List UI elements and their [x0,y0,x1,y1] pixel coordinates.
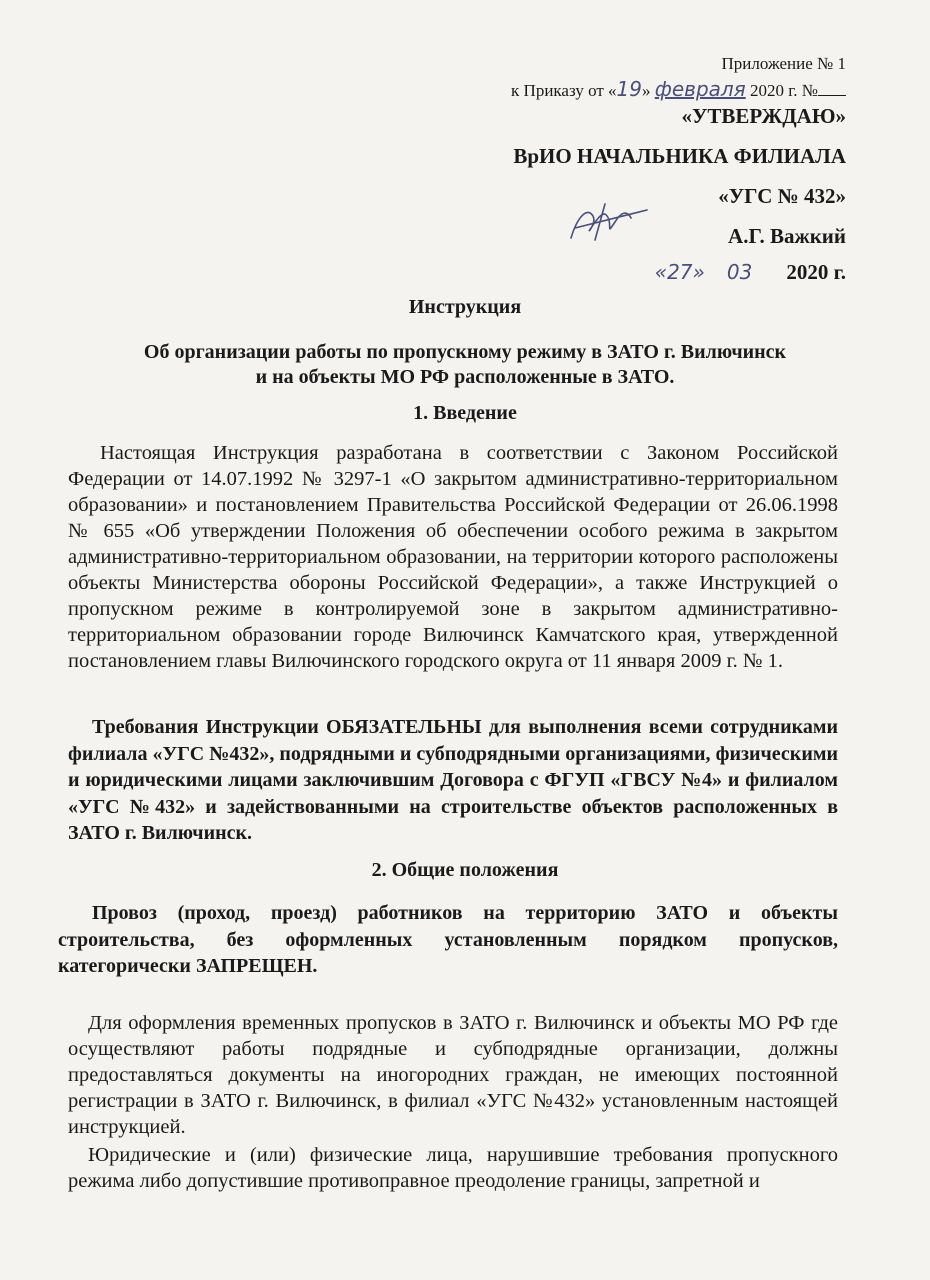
approver-position: ВрИО НАЧАЛЬНИКА ФИЛИАЛА [513,144,846,168]
approval-month-handwritten: 03 [726,260,753,284]
section-2-warning: Провоз (проход, проезд) работников на территорию ЗАТО и объекты строительства, без оформленных установленным порядком пропусков, категорически ЗАПРЕЩЕН. [58,902,838,977]
document-title: Инструкция [408,296,522,318]
branch-name: «УГС № 432» [718,184,846,208]
section-1-paragraph: Настоящая Инструкция разработана в соответствии с Законом Российской Федерации от 14.07.1992 № 3297-1 «О закрытом административно-территориальном образовании» и постановлением Правительства Российской Федерации от 26.06.1998 № 655 «Об утверждении Положения об обеспечении особого режима в закрытом административно-территориальном образовании, на территории которого расположены объекты Министерства обороны Российской Федерации», а также Инструкцией о пропускном режиме в контролируемой зоне в закрытом административно-территориальном образовании городе Вилючинск Камчатского края, утвержденной постановлением главы Вилючинского городского округа от 11 января 2009 г. № 1. [68,442,838,672]
section-1-heading: 1. Введение [413,402,517,424]
order-prefix: к Приказу от « [511,81,617,100]
section-2-paragraph-1: Для оформления временных пропусков в ЗАТО г. Вилючинск и объекты МО РФ где осуществляют работы подрядные и субподрядные организации, должны предоставляться документы на иногородних граждан, не имеющих постоянной регистрации в ЗАТО г. Вилючинск, в филиал «УГС №432» установленным настоящей инструкцией. [68,1012,838,1138]
signature-scribble [565,198,655,248]
order-reference [511,77,846,101]
document-subtitle-line2: и на объекты МО РФ расположенные в ЗАТО. [255,366,675,388]
order-day-handwritten: 19 [616,77,642,101]
approve-stamp: «УТВЕРЖДАЮ» [681,104,846,128]
approval-year: 2020 г. [786,260,846,284]
document-subtitle-line1: Об организации работы по пропускному режиму в ЗАТО г. Вилючинск [143,341,787,363]
order-number-blank [818,81,846,96]
approver-name: А.Г. Важкий [728,224,846,248]
section-2-heading: 2. Общие положения [371,859,559,881]
section-1-requirement: Требования Инструкции ОБЯЗАТЕЛЬНЫ для выполнения всеми сотрудниками филиала «УГС №432», подрядными и субподрядными организациями, физическими и юридическими лицами заключившим Договора с ФГУП «ГВСУ №4» и филиалом «УГС №432» и задействованными на строительстве объектов расположенных в ЗАТО г. Вилючинск. [68,716,838,844]
order-mid: » [642,81,651,100]
approval-day-handwritten: «27» [654,260,705,284]
appendix-label: Приложение № 1 [721,54,846,73]
order-month-handwritten: февраля [654,77,746,101]
order-suffix: 2020 г. № [749,81,818,100]
approval-date [655,260,846,285]
section-2-paragraph-2: Юридические и (или) физические лица, нарушившие требования пропускного режима либо допустившие противоправное преодоление границы, запретной и [68,1144,838,1192]
